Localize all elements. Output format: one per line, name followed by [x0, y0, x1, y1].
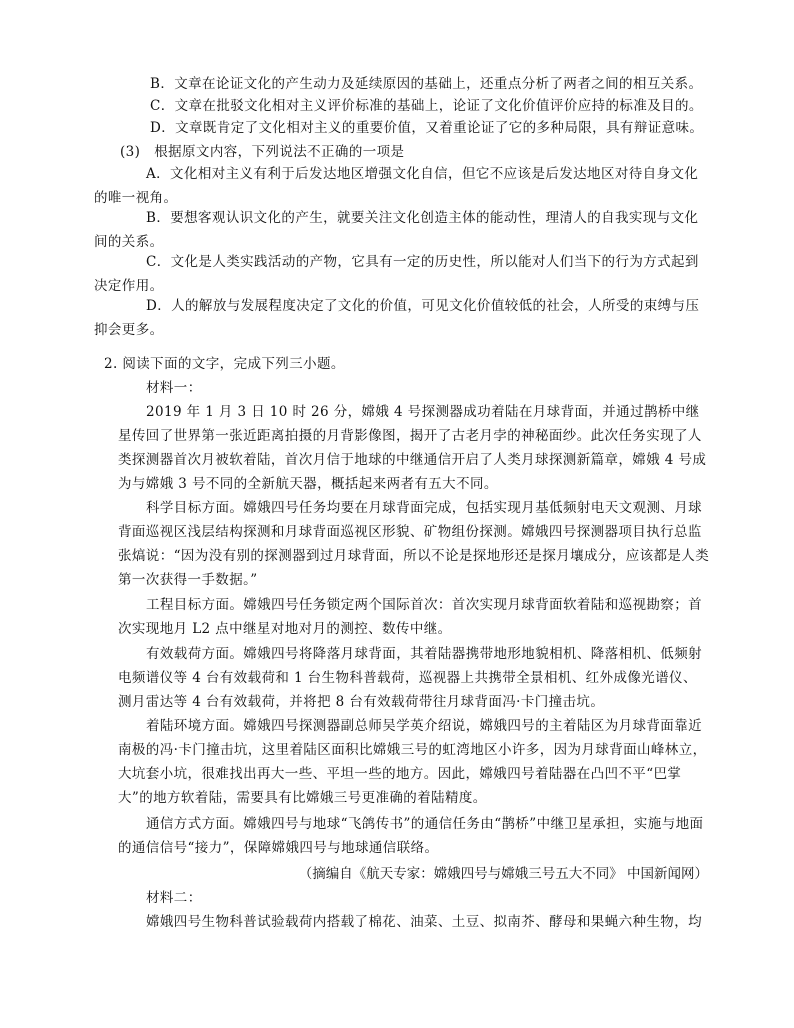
- source-citation: （摘编自《航天专家：嫦娥四号与嫦娥三号五大不同》 中国新闻网）: [298, 866, 708, 882]
- q3-option-c: C．文化是人类实践活动的产物，它具有一定的历史性，所以能对人们当下的行为方式起到决定作用。: [94, 254, 699, 294]
- q1-option-d: D．文章既肯定了文化相对主义的重要价值，又着重论证了它的多种局限，具有辩证意味。: [150, 120, 704, 136]
- paragraph-2: 科学目标方面。嫦娥四号任务均要在月球背面完成，包括实现月基低频射电天文观测、月球背面巡视区浅层结构探测和月球背面巡视区形貌、矿物组份探测。嫦娥四号探测器项目执行总监张熇说：“因为没有别的探测器到过月球背面，所以不论是探地形还是探月壤成分，应该都是人类第一次获得一手数据。”: [118, 500, 710, 588]
- q3-option-a: A．文化相对主义有利于后发达地区增强文化自信，但它不应该是后发达地区对待自身文化的唯一视角。: [94, 166, 699, 206]
- q1-option-b: B．文章在论证文化的产生动力及延续原因的基础上，还重点分析了两者之间的相互关系。: [150, 76, 703, 92]
- paragraph-1: 2019 年 1 月 3 日 10 时 26 分，嫦娥 4 号探测器成功着陆在月球背面，并通过鹊桥中继星传回了世界第一张近距离拍摄的月背影像图，揭开了古老月孛的神秘面纱。此次任务实现了人类探测器首次月被软着陆，首次月信于地球的中继通信开启了人类月球探测新篇章，嫦娥 4 号成为与嫦娥 3 号不同的全新航天器，概括起来两者有五大不同。: [118, 404, 707, 492]
- q3-option-d: D．人的解放与发展程度决定了文化的价值，可见文化价值较低的社会，人所受的束缚与压抑会更多。: [94, 298, 700, 338]
- material-1-label: 材料一：: [146, 380, 202, 396]
- q3-option-b: B．要想客观认识文化的产生，就要关注文化创造主体的能动性，理清人的自我实现与文化间的关系。: [94, 210, 699, 250]
- paragraph-3: 工程目标方面。嫦娥四号任务锁定两个国际首次：首次实现月球背面软着陆和巡视勘察；首次实现地月 L2 点中继星对地对月的测控、数传中继。: [118, 597, 702, 637]
- paragraph-6: 通信方式方面。嫦娥四号与地球“飞鸽传书”的通信任务由“鹊桥”中继卫星承担，实施与地面的通信信号“接力”，保障嫦娥四号与地球通信联络。: [118, 816, 704, 856]
- paragraph-4: 有效载荷方面。嫦娥四号将降落月球背面，其着陆器携带地形地貌相机、降落相机、低频射电频谱仪等 4 台有效载荷和 1 台生物科普载荷，巡视器上共携带全景相机、红外成像光谱仪、测月雷达等 4 台有效载荷，并将把 8 台有效载荷带往月球背面冯·卡门撞击坑。: [118, 646, 702, 710]
- paragraph-7: 嫦娥四号生物科普试验载荷内搭载了棉花、油菜、土豆、拟南芥、酵母和果蝇六种生物，均: [146, 914, 702, 930]
- q3-stem: (3) 根据原文内容，下列说法不正确的一项是: [120, 144, 405, 160]
- question-2-heading: 2. 阅读下面的文字，完成下列三小题。: [104, 356, 345, 372]
- material-2-label: 材料二：: [146, 890, 202, 906]
- paragraph-5: 着陆环境方面。嫦娥四号探测器副总师吴学英介绍说，嫦娥四号的主着陆区为月球背面靠近南极的冯·卡门撞击坑，这里着陆区面积比嫦娥三号的虹湾地区小许多，因为月球背面山峰林立，大坑套小坑，很难找出再大一些、平坦一些的地方。因此，嫦娥四号着陆器在凸凹不平“巴掌大”的地方软着陆，需要具有比嫦娥三号更准确的着陆精度。: [118, 718, 707, 806]
- q1-option-c: C．文章在批驳文化相对主义评价标准的基础上，论证了文化价值评价应持的标准及目的。: [150, 98, 703, 114]
